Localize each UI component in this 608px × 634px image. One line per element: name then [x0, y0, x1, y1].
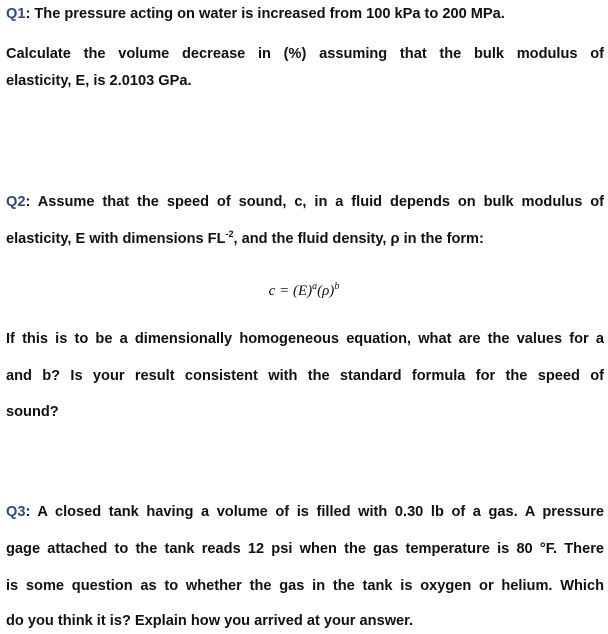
- q2-line-3: If this is to be a dimensionally homogeneous equation, what are the values for a: [6, 331, 604, 347]
- q1-line-3: elasticity, E, is 2.0103 GPa.: [6, 73, 192, 89]
- q2-line-1: Q2: Assume that the speed of sound, c, in a fluid depends on bulk modulus of: [6, 194, 605, 210]
- equation-mid: (ρ): [317, 283, 335, 299]
- q2-text-2-sup: -2: [225, 229, 234, 239]
- q3-line-2: gage attached to the tank reads 12 psi when the gas temperature is 80 °F. There: [6, 541, 604, 557]
- q2-line-4: and b? Is your result consistent with the standard formula for the speed of: [6, 368, 604, 384]
- equation: [0, 282, 608, 300]
- q3-line-3: is some question as to whether the gas in the tank is oxygen or helium. Which: [6, 578, 604, 594]
- q3-label: Q3: [6, 504, 26, 520]
- q1-text-1: The pressure acting on water is increased from 100 kPa to 200 MPa.: [34, 6, 505, 22]
- q2-line-2: [6, 230, 604, 248]
- q1-line-1: Q1: The pressure acting on water is increased from 100 kPa to 200 MPa.: [6, 6, 505, 22]
- q3-line-4: do you think it is? Explain how you arrived at your answer.: [6, 613, 414, 629]
- q2-line-5: sound?: [6, 404, 59, 420]
- equation-exp-b: b: [334, 281, 340, 292]
- q1-label: Q1: [6, 6, 26, 22]
- q2-label: Q2: [6, 194, 26, 210]
- q2-text-2b: , and the fluid density, ρ in the form:: [233, 231, 484, 247]
- equation-exp-a: a: [312, 281, 318, 292]
- q1-line-2: Calculate the volume decrease in (%) assuming that the bulk modulus of: [6, 46, 604, 62]
- q2-text-1: Assume that the speed of sound, c, in a fluid depends on bulk modulus of: [37, 194, 605, 210]
- q2-text-2a: elasticity, E with dimensions FL: [6, 231, 226, 247]
- q3-text-1: A closed tank having a volume of is filled with 0.30 lb of a gas. A pressure: [37, 504, 604, 520]
- equation-lhs: c = (E): [268, 283, 313, 299]
- q3-line-1: Q3: A closed tank having a volume of is filled with 0.30 lb of a gas. A pressure: [6, 504, 604, 520]
